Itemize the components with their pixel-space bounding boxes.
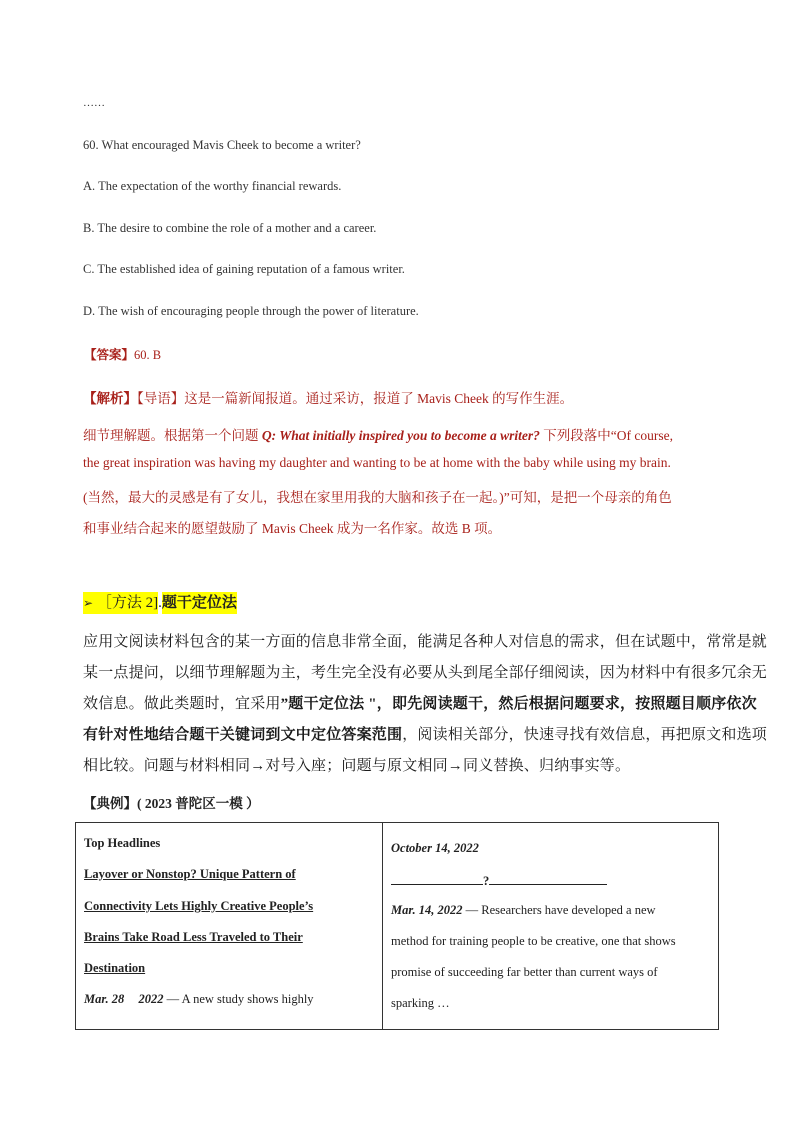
title-blank-line: [391, 872, 607, 889]
method-paragraph-line-5: 相比较。问题与材料相同→对号入座；问题与原文相同→同义替换、归纳事实等。: [83, 758, 631, 774]
guide-label: 【导语】: [137, 391, 185, 406]
option-b: [83, 221, 376, 236]
example-source: ( 2023 普陀区一模 ）: [137, 796, 260, 811]
bullet-arrow-icon: ➢: [83, 596, 94, 610]
analysis-label: 【解析】: [83, 391, 137, 406]
method-heading-highlight: [83, 592, 146, 614]
method-paragraph-line-3: [83, 692, 757, 713]
method-title: 题干定位法: [162, 592, 237, 614]
method-heading: [83, 591, 237, 612]
headline-link-line[interactable]: Destination: [84, 961, 146, 975]
headline-link-line[interactable]: Brains Take Road Less Traveled to Their: [84, 930, 303, 944]
right-date: October 14, 2022: [391, 841, 479, 855]
option-letter: B.: [83, 221, 95, 235]
option-text: The desire to combine the role of a mother and a career.: [97, 221, 377, 235]
title-blank-mark: ?: [483, 874, 490, 888]
option-text: The established idea of gaining reputation of a famous writer.: [97, 262, 405, 276]
analysis-line-1: [83, 424, 673, 444]
answer-value: 60. B: [134, 348, 162, 362]
ellipsis: ……: [83, 97, 105, 109]
title-blank-left: [391, 872, 483, 885]
answer-label: 【答案】: [84, 348, 135, 362]
analysis-guide: [83, 387, 573, 407]
method-dot: .: [158, 595, 162, 611]
option-a: [83, 179, 341, 194]
table-cell-right: [383, 823, 719, 1030]
answer-line: [84, 345, 161, 363]
method-text-bold: 有针对性地结合题干关键词到文中定位答案范围: [83, 727, 403, 743]
left-date-tail: — A new study shows highly: [163, 992, 314, 1006]
question-text: What encouraged Mavis Cheek to become a writer?: [101, 138, 361, 152]
right-text: — Researchers have developed a new: [462, 903, 656, 917]
option-letter: C.: [83, 262, 95, 276]
right-text-line: promise of succeeding far better than current ways of: [391, 965, 658, 979]
option-d: [83, 304, 419, 319]
top-headlines-heading: Top Headlines: [84, 836, 161, 850]
left-dateline: [84, 992, 314, 1007]
example-label: 【典例】: [83, 796, 137, 811]
left-date: Mar. 28: [84, 992, 125, 1006]
analysis-line-2: the great inspiration was having my daughter and wanting to be at home with the baby while using my brain.: [83, 455, 671, 470]
method-paragraph-line-2: 某一点提问，以细节理解题为主，考生完全没有必要从头到尾全部仔细阅读，因为材料中有很多冗余无: [83, 665, 768, 681]
method-text: ，阅读相关部分，快速寻找有效信息，再把原文和选项: [402, 727, 768, 743]
example-table: [75, 822, 719, 1030]
method-text-bold: ”题干定位法 "，即先阅读题干，然后根据问题要求，按照题目顺序依次: [280, 696, 757, 712]
example-label-line: [83, 792, 260, 812]
headline-link-line[interactable]: Layover or Nonstop? Unique Pattern of: [84, 867, 296, 881]
analysis-line-3: (当然，最大的灵感是有了女儿，我想在家里用我的大脑和孩子在一起。)”可知，是把一个母亲的角色: [83, 490, 672, 505]
right-dateline-date: Mar. 14, 2022: [391, 903, 463, 917]
left-date-year: 2022: [138, 992, 164, 1006]
method-label: ［方法: [96, 595, 142, 611]
analysis-question-quote: Q: What initially inspired you to become a writer?: [261, 428, 540, 443]
table-cell-left: [76, 823, 383, 1030]
question-number: 60.: [83, 138, 99, 152]
option-c: [83, 262, 405, 277]
option-letter: A.: [83, 179, 96, 193]
analysis-text: 下列段落中“Of course,: [539, 428, 673, 443]
title-blank-right: [489, 872, 607, 885]
question-stem: [83, 138, 361, 153]
option-letter: D.: [83, 304, 96, 318]
right-text-line: sparking …: [391, 996, 450, 1010]
right-text-line: method for training people to be creative, one that shows: [391, 934, 676, 948]
analysis-text: 细节理解题。根据第一个问题: [83, 428, 262, 443]
headline-link-line[interactable]: Connectivity Lets Highly Creative People’s: [84, 899, 314, 913]
analysis-line-4: 和事业结合起来的愿望鼓励了 Mavis Cheek 成为一名作家。故选 B 项。: [83, 521, 502, 536]
option-text: The expectation of the worthy financial rewards.: [98, 179, 342, 193]
option-text: The wish of encouraging people through the power of literature.: [98, 304, 419, 318]
guide-text: 这是一篇新闻报道。通过采访，报道了 Mavis Cheek 的写作生涯。: [184, 391, 574, 406]
method-paragraph-line-4: [83, 723, 767, 744]
right-dateline: [391, 903, 656, 918]
method-num: 2]: [146, 592, 159, 614]
method-paragraph-line-1: 应用文阅读材料包含的某一方面的信息非常全面，能满足各种人对信息的需求，但在试题中，常常是就: [83, 634, 768, 650]
method-text: 效信息。做此类题时，宜采用: [83, 696, 281, 712]
